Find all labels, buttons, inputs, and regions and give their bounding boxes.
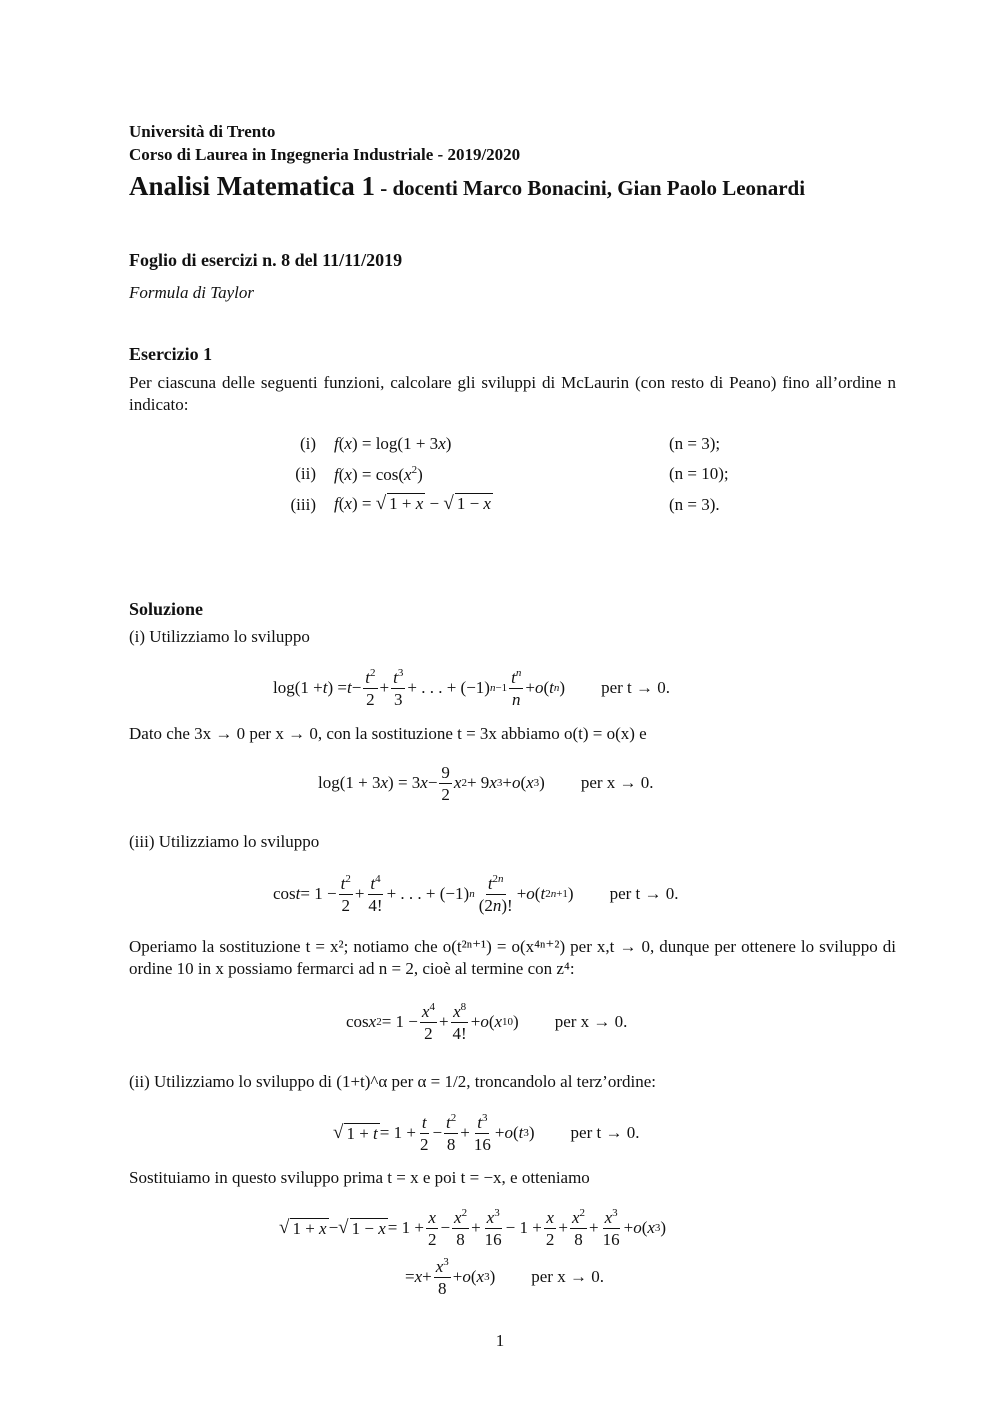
item-iii-label: (iii) (290, 495, 316, 514)
equation-log-series: log(1 + t ) = t − $\frac{t^2}{2}$ + $\frac{t^3}{3}$ + . . . + (−1) n−1 $\frac{t^n}{n}$ + o ( t n ) per t → 0. (273, 667, 671, 709)
item-i-function: f(x) = log(1 + 3x) (334, 434, 452, 453)
eq5-condition: per t → 0. (570, 1123, 640, 1142)
item-iii-function: f(x) = √ 1 + x − √ 1 − x (334, 493, 491, 514)
item-i-label-box (280, 434, 316, 454)
university-name: Università di Trento (129, 122, 276, 141)
solution-iii-intro: (iii) Utilizziamo lo sviluppo (129, 832, 320, 851)
eq4-condition: per x → 0. (554, 1012, 628, 1031)
document-title (129, 171, 805, 202)
eq1-condition: per t → 0. (601, 678, 671, 697)
eq2-condition: per x → 0. (580, 773, 654, 792)
equation-cos-series: cos t = 1 − $\frac{t^2}{2}$ + $\frac{t^4}{4!}$ + . . . + (−1) n $\frac{t^{2n}}{(2n)!}$ + o ( t 2n+1 ) per t → 0. (273, 873, 679, 915)
item-ii-label-box (280, 464, 316, 484)
title-instructors: - docenti Marco Bonacini, Gian Paolo Leonardi (374, 176, 806, 200)
equation-sqrt-series: √ 1 + t = 1 + $\frac{t}{2}$ − $\frac{t^2}{8}$ + $\frac{t^3}{16}$ + o ( t 3 ) per t → 0. (333, 1112, 640, 1154)
item-i-order: (n = 3); (669, 434, 721, 453)
item-ii-label: (ii) (295, 464, 316, 483)
page-number: 1 (495, 1331, 505, 1350)
solution-i-intro: (i) Utilizziamo lo sviluppo (129, 627, 310, 646)
item-i-label: (i) (299, 434, 316, 453)
equation-cos-result: cos x 2 = 1 − $\frac{x^4}{2}$ + $\frac{x^8}{4!}$ + o ( x 10 ) per x → 0. (346, 1001, 628, 1043)
exercise-heading: Esercizio 1 (129, 344, 213, 364)
equation-log-result: log(1 + 3 x ) = 3 x − $\frac{9}{2}$ x 2 + 9 x 3 + o ( x 3 ) per x → 0. (318, 762, 654, 804)
item-iii-label-box (280, 495, 316, 515)
exercise-statement: Per ciascuna delle seguenti funzioni, calcolare gli sviluppi di McLaurin (con resto di Peano) fino all’ordine n indicato: (129, 373, 896, 414)
sheet-topic: Formula di Taylor (129, 283, 255, 302)
item-iii-order: (n = 3). (669, 495, 720, 514)
item-ii-function: $f(x) = \cos(x^2)$ (334, 464, 423, 484)
solution-i-text: Dato che 3x → 0 per x → 0, con la sostituzione t = 3x abbiamo o(t) = o(x) e (129, 724, 647, 743)
solution-sqrt-text: Sostituiamo in questo sviluppo prima t = x e poi t = −x, e otteniamo (129, 1168, 590, 1187)
sheet-heading: Foglio di esercizi n. 8 del 11/11/2019 (129, 250, 403, 270)
course-name: Corso di Laurea in Ingegneria Industriale - 2019/2020 (129, 145, 521, 164)
eq7-condition: per x → 0. (531, 1267, 604, 1286)
eq3-condition: per t → 0. (609, 884, 679, 903)
equation-sqrt-result-line2: = x + $\frac{x^3}{8}$ + o ( x 3 ) per x → 0. (405, 1256, 604, 1298)
title-main: Analisi Matematica 1 (129, 171, 375, 201)
solution-ii-intro: (ii) Utilizziamo lo sviluppo di (1+t)^α per α = 1/2, troncandolo al terz’ordine: (129, 1072, 656, 1091)
item-ii-order: (n = 10); (669, 464, 729, 483)
equation-sqrt-result-line1: √ 1 + x − √ 1 − x = 1 + $\frac{x}{2}$ − $\frac{x^2}{8}$ + $\frac{x^3}{16}$ − 1 + $\frac{x}{2}$ + $\frac{x^2}{8}$ + $\frac{x^3}{16}$ + o ( x 3 ) (279, 1207, 667, 1249)
solution-heading: Soluzione (129, 599, 204, 619)
solution-cos-text: Operiamo la sostituzione t = x²; notiamo che o(t²ⁿ⁺¹) = o(x⁴ⁿ⁺²) per x,t → 0, dunque per ottenere lo sviluppo di ordine 10 in x possiamo fermarci ad n = 2, cioè al termine con z⁴: (129, 937, 896, 978)
